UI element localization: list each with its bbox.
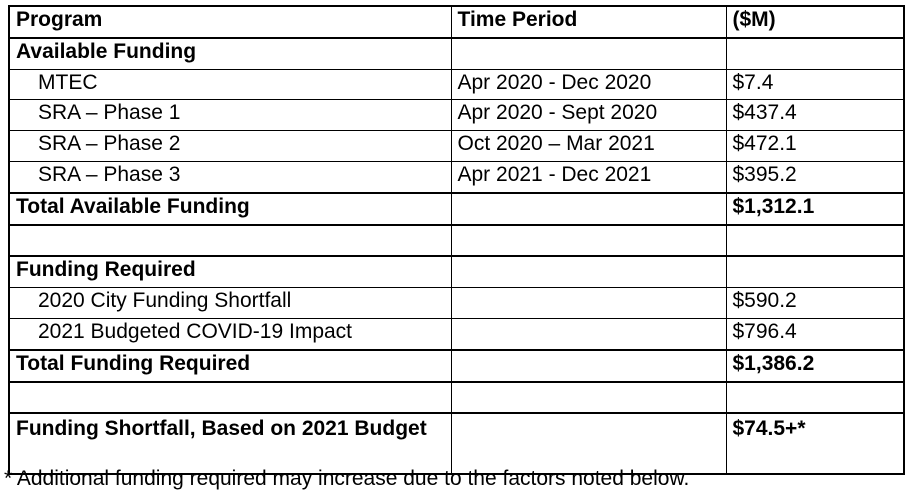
shortfall-label: Funding Shortfall, Based on 2021 Budget [9,413,451,474]
footnote: * Additional funding required may increase due to the factors noted below. [4,467,690,490]
spacer-row [9,382,904,414]
total-required-label: Total Funding Required [9,350,451,382]
empty-cell [451,38,726,69]
amount-cell: $395.2 [726,161,904,192]
funding-table [8,5,905,475]
total-available-amount: $1,312.1 [726,193,904,225]
program-cell: SRA – Phase 1 [9,100,451,131]
period-cell: Apr 2020 - Dec 2020 [451,69,726,100]
program-cell: MTEC [9,69,451,100]
table-row [9,288,904,319]
amount-cell: $796.4 [726,318,904,349]
empty-cell [726,382,904,414]
total-available-label: Total Available Funding [9,193,451,225]
table-row [9,100,904,131]
period-cell [451,288,726,319]
empty-cell [726,38,904,69]
section-title-required: Funding Required [9,256,451,287]
table-row [9,131,904,162]
section-title-available: Available Funding [9,38,451,69]
empty-cell [451,193,726,225]
empty-cell [9,225,451,257]
table-row [9,69,904,100]
program-cell: 2021 Budgeted COVID-19 Impact [9,318,451,349]
period-cell: Apr 2020 - Sept 2020 [451,100,726,131]
empty-cell [451,350,726,382]
total-required-amount: $1,386.2 [726,350,904,382]
amount-cell: $7.4 [726,69,904,100]
program-cell: 2020 City Funding Shortfall [9,288,451,319]
empty-cell [726,256,904,287]
period-cell: Apr 2021 - Dec 2021 [451,161,726,192]
empty-cell [451,382,726,414]
period-cell [451,318,726,349]
amount-cell: $437.4 [726,100,904,131]
amount-cell: $590.2 [726,288,904,319]
empty-cell [9,382,451,414]
table-row [9,318,904,349]
header-amount: ($M) [726,6,904,38]
shortfall-amount: $74.5+* [726,413,904,474]
header-row [9,6,904,38]
total-row [9,193,904,225]
section-heading-row [9,256,904,287]
header-time-period: Time Period [451,6,726,38]
program-cell: SRA – Phase 3 [9,161,451,192]
program-cell: SRA – Phase 2 [9,131,451,162]
table-row [9,161,904,192]
section-heading-row [9,38,904,69]
empty-cell [451,225,726,257]
amount-cell: $472.1 [726,131,904,162]
header-program: Program [9,6,451,38]
spacer-row [9,225,904,257]
empty-cell [451,256,726,287]
total-row [9,350,904,382]
period-cell: Oct 2020 – Mar 2021 [451,131,726,162]
empty-cell [726,225,904,257]
